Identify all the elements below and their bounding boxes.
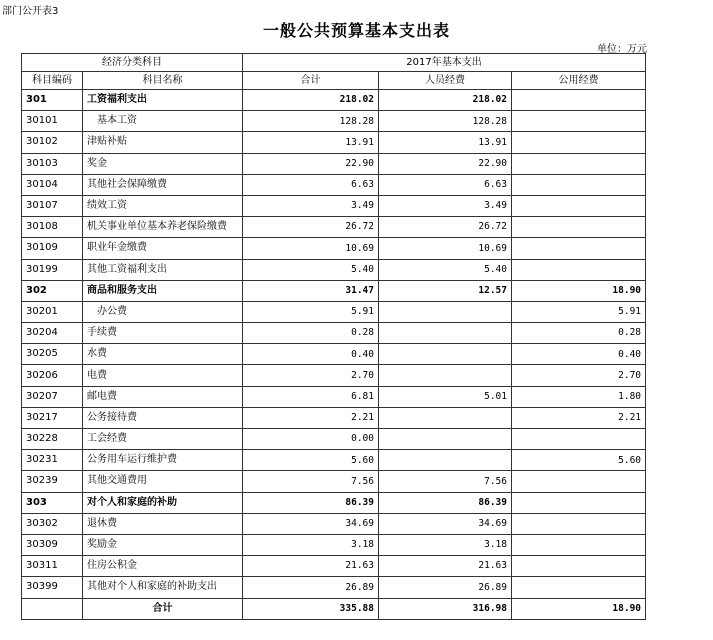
row-public	[512, 132, 646, 153]
row-public	[512, 513, 646, 534]
row-public: 0.28	[512, 323, 646, 344]
row-public	[512, 111, 646, 132]
table-row	[22, 132, 646, 153]
row-code: 30311	[22, 556, 83, 577]
row-public	[512, 90, 646, 111]
total-personnel: 316.98	[379, 598, 512, 619]
row-code: 30231	[22, 450, 83, 471]
total-row	[22, 598, 646, 619]
row-code: 30199	[22, 259, 83, 280]
row-code: 30217	[22, 407, 83, 428]
row-personnel: 218.02	[379, 90, 512, 111]
row-public: 2.21	[512, 407, 646, 428]
row-code: 30228	[22, 429, 83, 450]
row-total: 128.28	[243, 111, 379, 132]
row-public: 0.40	[512, 344, 646, 365]
row-code: 30309	[22, 534, 83, 555]
row-name: 工资福利支出	[83, 90, 243, 111]
table-body	[22, 90, 646, 599]
table-row	[22, 153, 646, 174]
row-code: 301	[22, 90, 83, 111]
table-row	[22, 344, 646, 365]
row-personnel	[379, 301, 512, 322]
row-code: 30399	[22, 577, 83, 598]
row-total: 86.39	[243, 492, 379, 513]
row-name: 公务用车运行维护费	[83, 450, 243, 471]
row-code: 30201	[22, 301, 83, 322]
table-row	[22, 556, 646, 577]
row-personnel	[379, 323, 512, 344]
row-personnel: 26.72	[379, 217, 512, 238]
table-footer	[22, 598, 646, 619]
row-total: 26.89	[243, 577, 379, 598]
row-code: 30206	[22, 365, 83, 386]
header-budget-2017: 2017年基本支出	[243, 54, 646, 72]
row-total: 5.60	[243, 450, 379, 471]
row-total: 26.72	[243, 217, 379, 238]
row-total: 3.18	[243, 534, 379, 555]
row-name: 职业年金缴费	[83, 238, 243, 259]
row-total: 0.28	[243, 323, 379, 344]
page-title: 一般公共预算基本支出表	[262, 21, 450, 40]
row-total: 13.91	[243, 132, 379, 153]
row-personnel: 7.56	[379, 471, 512, 492]
row-total: 6.63	[243, 174, 379, 195]
row-personnel: 34.69	[379, 513, 512, 534]
row-name: 其他社会保障缴费	[83, 174, 243, 195]
table-row	[22, 90, 646, 111]
header-name: 科目名称	[83, 72, 243, 90]
table-row	[22, 217, 646, 238]
row-total: 2.21	[243, 407, 379, 428]
row-total: 7.56	[243, 471, 379, 492]
budget-table	[21, 53, 646, 620]
row-name: 其他交通费用	[83, 471, 243, 492]
row-name: 津贴补贴	[83, 132, 243, 153]
row-code: 303	[22, 492, 83, 513]
row-total: 31.47	[243, 280, 379, 301]
total-label: 合计	[83, 598, 243, 619]
row-name: 手续费	[83, 323, 243, 344]
table-row	[22, 238, 646, 259]
header-row-top	[22, 54, 646, 72]
row-public	[512, 174, 646, 195]
row-name: 其他对个人和家庭的补助支出	[83, 577, 243, 598]
total-code-cell	[22, 598, 83, 619]
header-code: 科目编码	[22, 72, 83, 90]
row-name: 对个人和家庭的补助	[83, 492, 243, 513]
row-code: 30205	[22, 344, 83, 365]
row-public: 5.91	[512, 301, 646, 322]
row-code: 30102	[22, 132, 83, 153]
table-row	[22, 365, 646, 386]
row-personnel: 21.63	[379, 556, 512, 577]
table-row	[22, 386, 646, 407]
row-personnel: 128.28	[379, 111, 512, 132]
row-code: 30204	[22, 323, 83, 344]
row-public	[512, 556, 646, 577]
table-row	[22, 471, 646, 492]
row-total: 10.69	[243, 238, 379, 259]
row-name: 退休费	[83, 513, 243, 534]
row-total: 22.90	[243, 153, 379, 174]
table-row	[22, 534, 646, 555]
total-public: 18.90	[512, 598, 646, 619]
row-public	[512, 238, 646, 259]
row-name: 其他工资福利支出	[83, 259, 243, 280]
row-personnel	[379, 365, 512, 386]
row-code: 30104	[22, 174, 83, 195]
row-personnel	[379, 407, 512, 428]
row-personnel: 6.63	[379, 174, 512, 195]
row-total: 0.40	[243, 344, 379, 365]
row-personnel: 10.69	[379, 238, 512, 259]
row-total: 218.02	[243, 90, 379, 111]
header-total: 合计	[243, 72, 379, 90]
row-name: 工会经费	[83, 429, 243, 450]
row-personnel: 3.18	[379, 534, 512, 555]
row-personnel	[379, 450, 512, 471]
row-public	[512, 217, 646, 238]
table-row	[22, 450, 646, 471]
row-total: 0.00	[243, 429, 379, 450]
table-row	[22, 195, 646, 216]
table-row	[22, 111, 646, 132]
table-row	[22, 323, 646, 344]
row-public	[512, 429, 646, 450]
table-row	[22, 492, 646, 513]
row-name: 水费	[83, 344, 243, 365]
row-code: 30207	[22, 386, 83, 407]
row-code: 30108	[22, 217, 83, 238]
header-public: 公用经费	[512, 72, 646, 90]
row-total: 5.40	[243, 259, 379, 280]
row-name: 奖励金	[83, 534, 243, 555]
row-code: 30302	[22, 513, 83, 534]
row-name: 商品和服务支出	[83, 280, 243, 301]
row-total: 34.69	[243, 513, 379, 534]
row-code: 30239	[22, 471, 83, 492]
row-name: 奖金	[83, 153, 243, 174]
row-code: 302	[22, 280, 83, 301]
table-row	[22, 577, 646, 598]
row-name: 机关事业单位基本养老保险缴费	[83, 217, 243, 238]
row-public	[512, 492, 646, 513]
row-public: 5.60	[512, 450, 646, 471]
row-public	[512, 471, 646, 492]
row-total: 2.70	[243, 365, 379, 386]
header-econ-class: 经济分类科目	[22, 54, 243, 72]
row-personnel: 13.91	[379, 132, 512, 153]
table-row	[22, 513, 646, 534]
row-name: 办公费	[83, 301, 243, 322]
row-personnel: 26.89	[379, 577, 512, 598]
header-row-bottom	[22, 72, 646, 90]
sheet-label: 部门公开表3	[2, 6, 59, 17]
row-personnel: 86.39	[379, 492, 512, 513]
row-total: 3.49	[243, 195, 379, 216]
row-code: 30109	[22, 238, 83, 259]
row-public	[512, 534, 646, 555]
row-name: 绩效工资	[83, 195, 243, 216]
table-row	[22, 259, 646, 280]
row-public: 18.90	[512, 280, 646, 301]
row-personnel	[379, 344, 512, 365]
total-sum: 335.88	[243, 598, 379, 619]
table-row	[22, 407, 646, 428]
row-name: 基本工资	[83, 111, 243, 132]
row-total: 5.91	[243, 301, 379, 322]
row-personnel: 5.01	[379, 386, 512, 407]
table-row	[22, 174, 646, 195]
row-public	[512, 195, 646, 216]
table-header	[22, 54, 646, 90]
table-row	[22, 280, 646, 301]
row-public	[512, 153, 646, 174]
row-personnel: 12.57	[379, 280, 512, 301]
row-public	[512, 577, 646, 598]
row-personnel	[379, 429, 512, 450]
row-public	[512, 259, 646, 280]
row-name: 住房公积金	[83, 556, 243, 577]
header-personnel: 人员经费	[379, 72, 512, 90]
row-personnel: 5.40	[379, 259, 512, 280]
row-code: 30101	[22, 111, 83, 132]
table-row	[22, 301, 646, 322]
row-total: 21.63	[243, 556, 379, 577]
row-public: 2.70	[512, 365, 646, 386]
row-personnel: 3.49	[379, 195, 512, 216]
row-public: 1.80	[512, 386, 646, 407]
unit-label: 单位：万元	[597, 44, 647, 55]
row-name: 电费	[83, 365, 243, 386]
row-name: 公务接待费	[83, 407, 243, 428]
row-code: 30107	[22, 195, 83, 216]
row-total: 6.81	[243, 386, 379, 407]
row-personnel: 22.90	[379, 153, 512, 174]
row-code: 30103	[22, 153, 83, 174]
row-name: 邮电费	[83, 386, 243, 407]
table-row	[22, 429, 646, 450]
